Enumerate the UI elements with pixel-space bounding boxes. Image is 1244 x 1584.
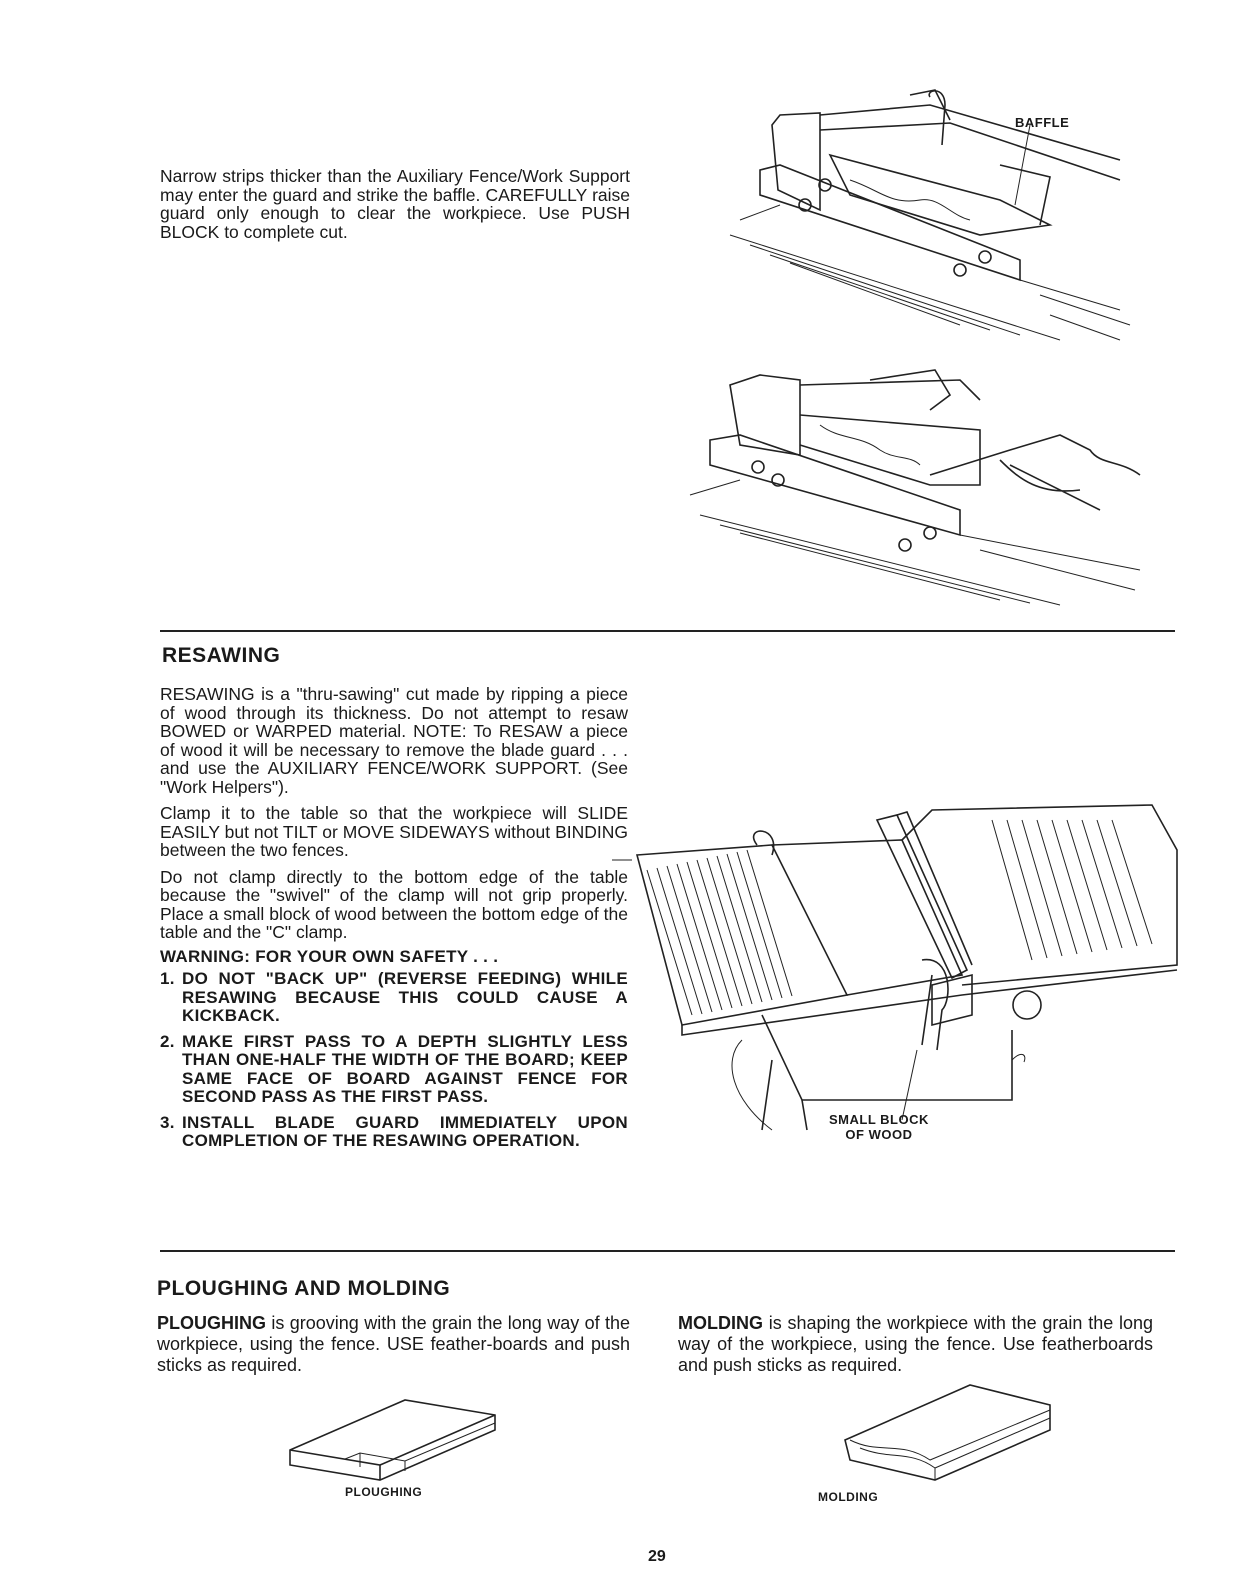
warning-number: 3.: [160, 1112, 175, 1132]
resawing-paragraph-2: Clamp it to the table so that the workpiece will SLIDE EASILY but not TILT or MOVE SIDEWAYS without BINDING between the two fences.: [160, 803, 628, 860]
warning-text: DO NOT "BACK UP" (REVERSE FEEDING) WHILE RESAWING BECAUSE THIS COULD CAUSE A KICKBACK.: [182, 969, 628, 1025]
resawing-paragraph-1: RESAWING is a "thru-sawing" cut made by ripping a piece of wood through its thickness. Do not attempt to resaw BOWED or WARPED material. NOTE: To RESAW a piece of wood it will be necessary to remove the blade guard . . . and use the AUXILIARY FENCE/WORK SUPPORT. (See "Work Helpers").: [160, 684, 628, 797]
molding-caption: MOLDING: [818, 1490, 879, 1504]
warning-text: MAKE FIRST PASS TO A DEPTH SLIGHTLY LESS THAN ONE-HALF THE WIDTH OF THE BOARD; KEEP SAME FACE OF BOARD AGAINST FENCE FOR SECOND PASS AS THE FIRST PASS.: [182, 1031, 628, 1106]
section-divider: [160, 1250, 1175, 1252]
warning-heading: WARNING: FOR YOUR OWN SAFETY . . .: [160, 946, 499, 966]
warning-number: 1.: [160, 969, 175, 988]
molding-definition: is shaping the workpiece with the grain the long way of the workpiece, using the fence. Use featherboards and push sticks as required.: [678, 1313, 1153, 1375]
figure-resawing: [632, 800, 1177, 1160]
ploughing-figure: [285, 1395, 505, 1499]
section-divider: [160, 630, 1175, 632]
figure-push-block: [680, 365, 1155, 615]
small-block-label: [829, 1112, 929, 1142]
ploughing-paragraph: [157, 1313, 630, 1376]
resawing-heading: RESAWING: [162, 644, 281, 667]
small-block-label-line1: SMALL BLOCK: [829, 1112, 929, 1127]
warning-item: [160, 970, 628, 1026]
warning-item: [160, 1114, 628, 1151]
molding-paragraph: [678, 1313, 1153, 1376]
resawing-text-column: [160, 685, 628, 1151]
molded-board-illustration: [840, 1380, 1055, 1490]
table-saw-resawing-clamp-illustration: [632, 800, 1177, 1160]
page-number: 29: [648, 1548, 666, 1565]
push-block-hand-illustration: [680, 365, 1155, 615]
warning-number: 2.: [160, 1031, 175, 1051]
molding-figure: [818, 1380, 1055, 1504]
warning-text: INSTALL BLADE GUARD IMMEDIATELY UPON COMPLETION OF THE RESAWING OPERATION.: [182, 1112, 628, 1150]
ploughing-term: PLOUGHING: [157, 1313, 267, 1333]
ploughing-heading: PLOUGHING AND MOLDING: [157, 1277, 451, 1300]
baffle-label: BAFFLE: [1015, 115, 1070, 130]
molding-term: MOLDING: [678, 1313, 763, 1333]
warning-item: [160, 1033, 628, 1107]
ploughing-definition: is grooving with the grain the long way of the workpiece, using the fence. USE feather-boards and push sticks as required.: [157, 1313, 630, 1375]
ploughing-caption: PLOUGHING: [345, 1485, 423, 1499]
resawing-paragraph-3: Do not clamp directly to the bottom edge of the table because the "swivel" of the clamp will not grip properly. Place a small block of wood between the bottom edge of the table and the "C" clamp.: [160, 866, 628, 942]
saw-guard-baffle-illustration: [720, 85, 1140, 350]
ploughed-board-illustration: [285, 1395, 505, 1485]
figure-baffle: [720, 85, 1140, 350]
intro-paragraph: Narrow strips thicker than the Auxiliary Fence/Work Support may enter the guard and strike the baffle. CAREFULLY raise guard only enough to clear the workpiece. Use PUSH BLOCK to complete cut.: [160, 166, 630, 242]
small-block-label-line2: OF WOOD: [845, 1127, 913, 1142]
